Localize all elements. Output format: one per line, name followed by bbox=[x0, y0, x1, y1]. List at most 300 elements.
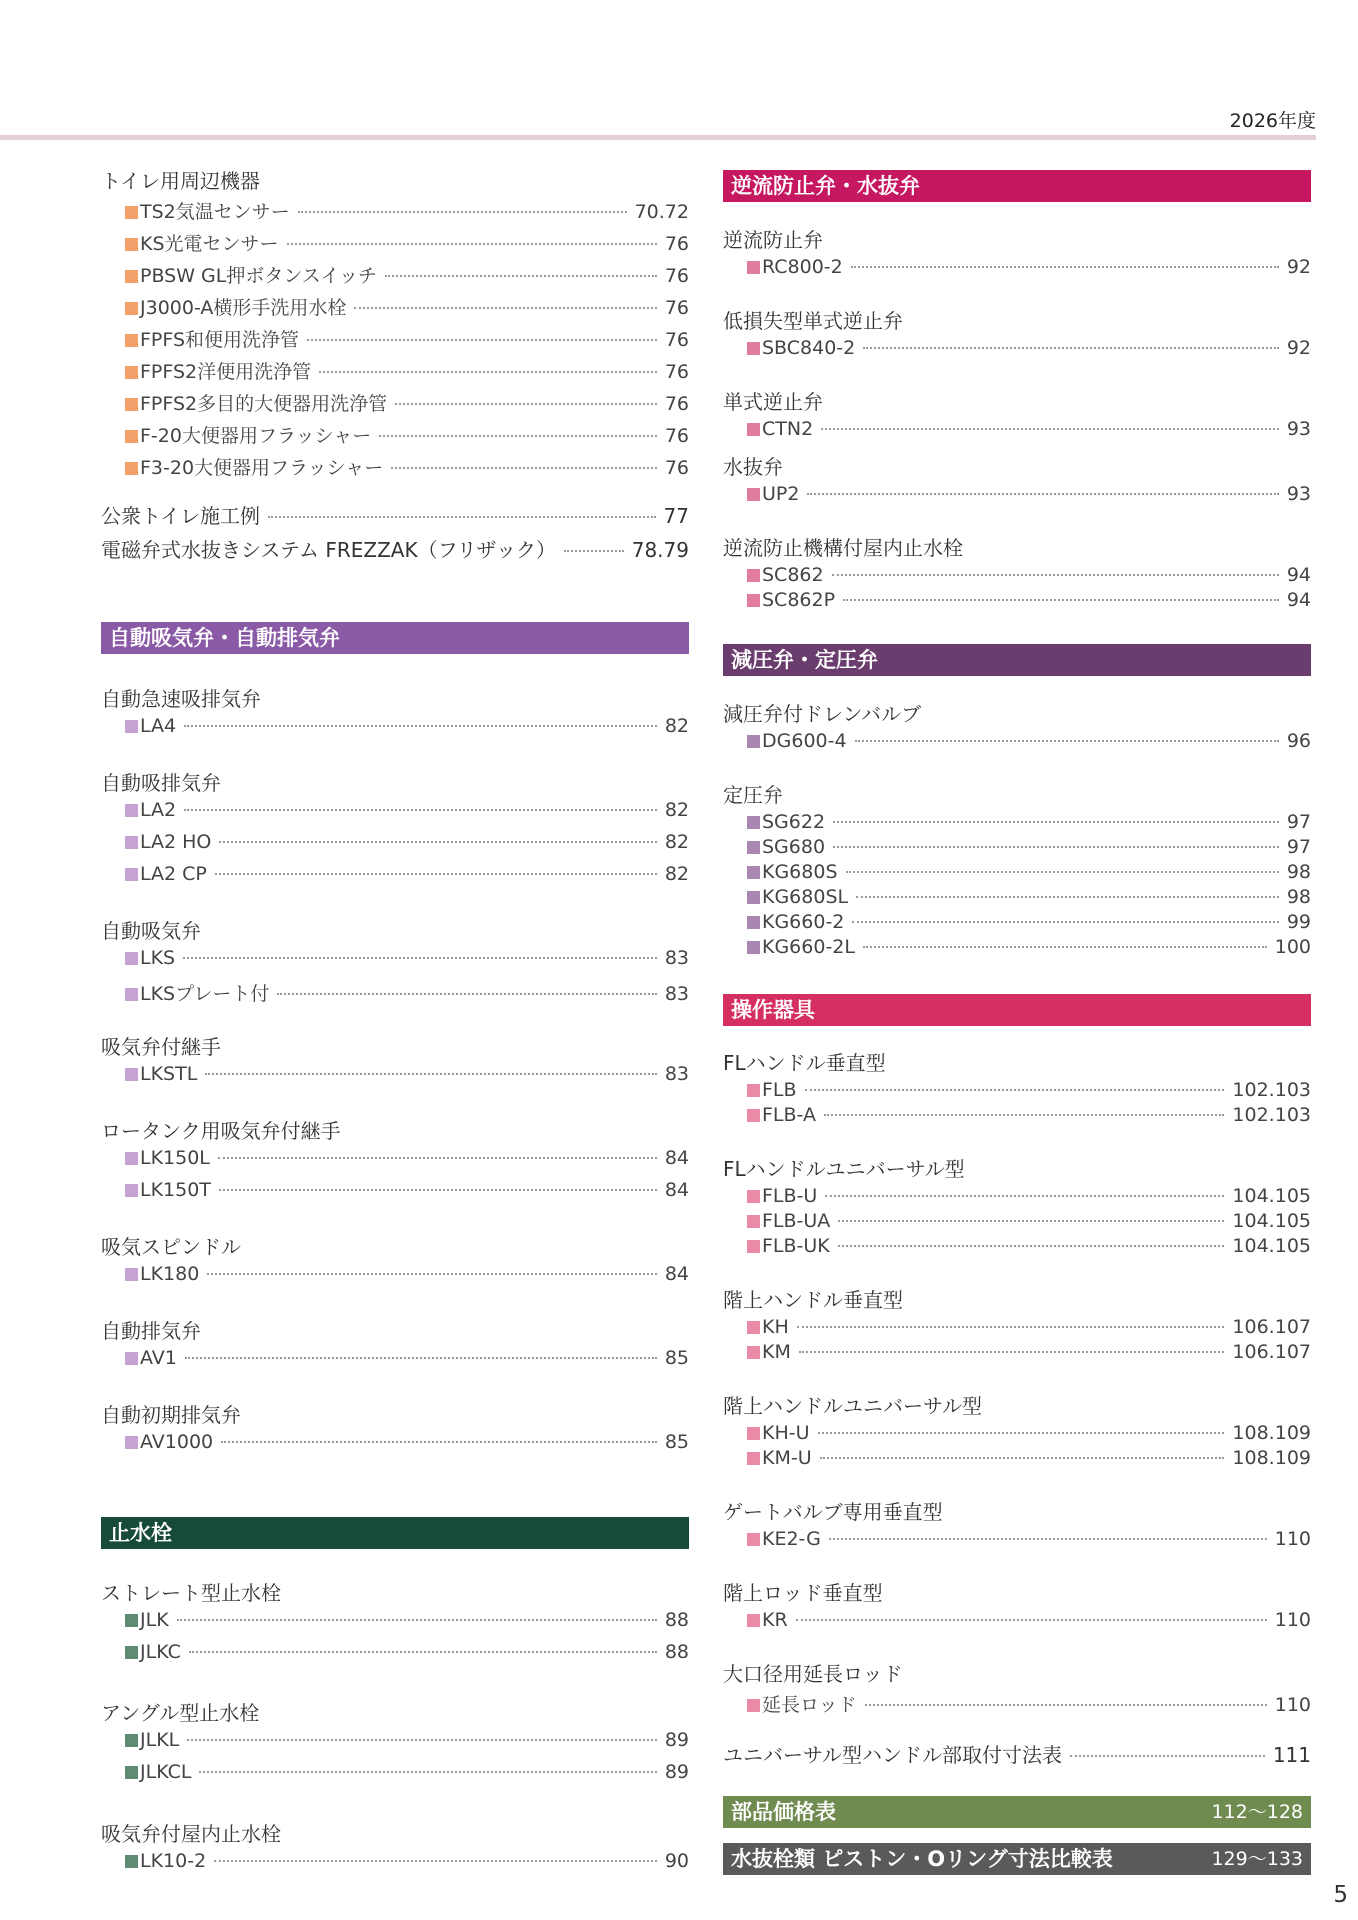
toc-entry[interactable] bbox=[723, 1235, 1311, 1260]
toc-entry-page: 110 bbox=[1274, 1694, 1311, 1716]
toc-entry-label: LKS bbox=[140, 947, 176, 969]
toc-entry-label: SG622 bbox=[762, 811, 826, 833]
toc-entry-page: 102.103 bbox=[1232, 1104, 1311, 1126]
group-title: 自動排気弁 bbox=[101, 1319, 201, 1343]
toc-entry[interactable] bbox=[723, 1739, 1311, 1769]
toc-group bbox=[723, 452, 1311, 508]
dot-leader bbox=[843, 599, 1279, 601]
toc-entry[interactable] bbox=[723, 730, 1311, 755]
toc-entry-page: 76 bbox=[664, 233, 689, 255]
dot-leader bbox=[856, 896, 1279, 898]
toc-entry[interactable] bbox=[101, 1609, 689, 1641]
toc-entry-page: 89 bbox=[664, 1761, 689, 1783]
toc-entry[interactable] bbox=[101, 979, 689, 1011]
dot-leader bbox=[214, 1860, 657, 1862]
toc-entry-label: LKSTL bbox=[140, 1063, 198, 1085]
toc-group bbox=[101, 768, 689, 895]
toc-group bbox=[723, 306, 1311, 362]
bullet-square-icon bbox=[747, 1427, 760, 1440]
group-title: 自動吸気弁 bbox=[101, 919, 201, 943]
bullet-square-icon bbox=[747, 261, 760, 274]
section-header[interactable] bbox=[101, 1517, 689, 1549]
bullet-square-icon bbox=[125, 270, 138, 283]
toc-entry-page: 111 bbox=[1272, 1743, 1311, 1767]
bullet-square-icon bbox=[125, 1646, 138, 1659]
toc-entry-label: KG660-2 bbox=[762, 911, 845, 933]
dot-leader bbox=[838, 1220, 1224, 1222]
dot-leader bbox=[395, 403, 657, 405]
toc-entry-page: 89 bbox=[664, 1729, 689, 1751]
toc-entry-label: KH bbox=[762, 1316, 789, 1338]
bullet-square-icon bbox=[125, 334, 138, 347]
group-title: トイレ用周辺機器 bbox=[101, 169, 260, 193]
toc-entry[interactable] bbox=[101, 1147, 689, 1179]
dot-leader bbox=[821, 428, 1279, 430]
dot-leader bbox=[851, 266, 1279, 268]
section-title: 操作器具 bbox=[731, 998, 815, 1022]
toc-entry-page: 108.109 bbox=[1232, 1447, 1311, 1469]
toc-entry[interactable] bbox=[101, 1431, 689, 1463]
toc-group bbox=[723, 699, 1311, 755]
group-title: 吸気スピンドル bbox=[101, 1235, 241, 1259]
toc-entry-page: 88 bbox=[664, 1609, 689, 1631]
dot-leader bbox=[215, 873, 657, 875]
toc-entry[interactable] bbox=[101, 715, 689, 747]
toc-group bbox=[101, 684, 689, 747]
group-title: 大口径用延長ロッド bbox=[723, 1662, 903, 1686]
bullet-square-icon bbox=[125, 952, 138, 965]
toc-entry-label: AV1 bbox=[140, 1347, 177, 1369]
toc-entry[interactable] bbox=[723, 911, 1311, 936]
dot-leader bbox=[184, 725, 657, 727]
toc-entry-page: 78.79 bbox=[631, 538, 689, 562]
toc-entry-label: LKSプレート付 bbox=[140, 983, 270, 1005]
toc-entry-label: FLB bbox=[762, 1079, 797, 1101]
toc-entry-label: 電磁弁式水抜きシステム FREZZAK（フリザック） bbox=[101, 538, 556, 562]
group-title: 階上ハンドル垂直型 bbox=[723, 1288, 903, 1312]
group-title: 低損失型単式逆止弁 bbox=[723, 309, 903, 333]
bullet-square-icon bbox=[747, 916, 760, 929]
toc-group bbox=[723, 1391, 1311, 1472]
toc-group bbox=[723, 1285, 1311, 1366]
toc-entry[interactable] bbox=[101, 1263, 689, 1295]
bullet-square-icon bbox=[125, 988, 138, 1001]
toc-entry[interactable] bbox=[101, 389, 689, 421]
toc-entry[interactable] bbox=[723, 936, 1311, 961]
dot-leader bbox=[385, 275, 657, 277]
dot-leader bbox=[205, 1073, 657, 1075]
dot-leader bbox=[1070, 1755, 1265, 1757]
dot-leader bbox=[564, 550, 624, 552]
toc-entry-label: J3000-A横形手洗用水栓 bbox=[140, 297, 347, 319]
toc-entry-page: 106.107 bbox=[1232, 1316, 1311, 1338]
toc-group bbox=[723, 533, 1311, 614]
toc-entry[interactable] bbox=[101, 831, 689, 863]
dot-leader bbox=[852, 921, 1278, 923]
toc-entry-page: 110 bbox=[1274, 1609, 1311, 1631]
dot-leader bbox=[177, 1619, 657, 1621]
toc-entry-page: 104.105 bbox=[1232, 1210, 1311, 1232]
toc-entry-page: 82 bbox=[664, 799, 689, 821]
bullet-square-icon bbox=[747, 1321, 760, 1334]
toc-entry-page: 90 bbox=[664, 1850, 689, 1872]
bullet-square-icon bbox=[747, 1452, 760, 1465]
toc-entry-label: F-20大便器用フラッシャー bbox=[140, 425, 372, 447]
toc-entry[interactable] bbox=[101, 1850, 689, 1882]
bullet-square-icon bbox=[747, 342, 760, 355]
bullet-square-icon bbox=[125, 1152, 138, 1165]
bullet-square-icon bbox=[747, 1215, 760, 1228]
toc-entry[interactable] bbox=[723, 861, 1311, 886]
toc-standalone-entry bbox=[101, 534, 689, 564]
toc-entry-label: LK180 bbox=[140, 1263, 200, 1285]
toc-entry[interactable] bbox=[101, 1347, 689, 1379]
toc-entry[interactable] bbox=[101, 229, 689, 261]
group-title: ストレート型止水栓 bbox=[101, 1581, 281, 1605]
bullet-square-icon bbox=[125, 238, 138, 251]
toc-entry-page: 88 bbox=[664, 1641, 689, 1663]
group-title: 自動急速吸排気弁 bbox=[101, 687, 261, 711]
toc-entry[interactable] bbox=[723, 1690, 1311, 1715]
group-title: 逆流防止弁 bbox=[723, 228, 823, 252]
toc-entry-label: LA2 CP bbox=[140, 863, 207, 885]
group-title: ロータンク用吸気弁付継手 bbox=[101, 1119, 341, 1143]
toc-entry-label: TS2気温センサー bbox=[140, 201, 290, 223]
toc-entry[interactable] bbox=[723, 811, 1311, 836]
group-title: 階上ロッド垂直型 bbox=[723, 1581, 883, 1605]
toc-entry[interactable] bbox=[101, 799, 689, 831]
bullet-square-icon bbox=[125, 1614, 138, 1627]
toc-entry[interactable] bbox=[101, 1641, 689, 1673]
toc-entry-label: LK10-2 bbox=[140, 1850, 207, 1872]
toc-entry-label: KM bbox=[762, 1341, 791, 1363]
toc-entry[interactable] bbox=[723, 1528, 1311, 1553]
toc-entry-label: KM-U bbox=[762, 1447, 812, 1469]
dot-leader bbox=[825, 1195, 1224, 1197]
toc-entry[interactable] bbox=[101, 534, 689, 564]
toc-entry[interactable] bbox=[101, 500, 689, 530]
section-header[interactable] bbox=[723, 994, 1311, 1026]
toc-entry[interactable] bbox=[101, 1729, 689, 1761]
dot-leader bbox=[221, 1441, 657, 1443]
toc-group bbox=[723, 1497, 1311, 1553]
dot-leader bbox=[805, 1089, 1225, 1091]
toc-entry-page: 85 bbox=[664, 1347, 689, 1369]
bullet-square-icon bbox=[125, 1436, 138, 1449]
bullet-square-icon bbox=[125, 430, 138, 443]
dot-leader bbox=[298, 211, 627, 213]
bullet-square-icon bbox=[125, 462, 138, 475]
group-title: 階上ハンドルユニバーサル型 bbox=[723, 1394, 982, 1418]
toc-entry-page: 108.109 bbox=[1232, 1422, 1311, 1444]
toc-group bbox=[101, 1578, 689, 1673]
bullet-square-icon bbox=[125, 868, 138, 881]
bullet-square-icon bbox=[125, 804, 138, 817]
toc-entry[interactable] bbox=[101, 197, 689, 229]
section-header[interactable] bbox=[723, 170, 1311, 202]
toc-standalone-entry bbox=[723, 1739, 1311, 1769]
toc-entry-page: 76 bbox=[664, 297, 689, 319]
toc-entry-label: DG600-4 bbox=[762, 730, 847, 752]
toc-entry[interactable] bbox=[101, 325, 689, 357]
toc-entry[interactable] bbox=[101, 947, 689, 979]
toc-entry-label: FPFS2洋便用洗浄管 bbox=[140, 361, 312, 383]
toc-entry-label: FPFS和便用洗浄管 bbox=[140, 329, 300, 351]
bullet-square-icon bbox=[125, 366, 138, 379]
toc-entry[interactable] bbox=[101, 1761, 689, 1793]
toc-entry-page: 83 bbox=[664, 947, 689, 969]
toc-entry-page: 110 bbox=[1274, 1528, 1311, 1550]
bullet-square-icon bbox=[125, 206, 138, 219]
dot-leader bbox=[838, 1245, 1225, 1247]
bullet-square-icon bbox=[747, 488, 760, 501]
toc-entry-label: LA2 HO bbox=[140, 831, 212, 853]
dot-leader bbox=[820, 1457, 1225, 1459]
bullet-square-icon bbox=[747, 569, 760, 582]
group-title: 水抜弁 bbox=[723, 455, 783, 479]
toc-entry[interactable] bbox=[101, 293, 689, 325]
toc-entry-label: KG680S bbox=[762, 861, 838, 883]
toc-entry-page: 76 bbox=[664, 457, 689, 479]
group-title: ゲートバルブ専用垂直型 bbox=[723, 1500, 943, 1524]
toc-entry[interactable] bbox=[723, 1447, 1311, 1472]
toc-entry-label: JLK bbox=[140, 1609, 169, 1631]
toc-entry-page: 76 bbox=[664, 393, 689, 415]
dot-leader bbox=[863, 946, 1267, 948]
toc-entry-page: 76 bbox=[664, 425, 689, 447]
bullet-square-icon bbox=[125, 1734, 138, 1747]
dot-leader bbox=[807, 493, 1278, 495]
dot-leader bbox=[796, 1619, 1267, 1621]
toc-entry-page: 93 bbox=[1286, 483, 1311, 505]
toc-entry-label: SC862 bbox=[762, 564, 824, 586]
toc-group bbox=[723, 1659, 1311, 1715]
toc-entry-label: LK150L bbox=[140, 1147, 210, 1169]
bullet-square-icon bbox=[747, 941, 760, 954]
toc-entry[interactable] bbox=[101, 357, 689, 389]
toc-entry[interactable] bbox=[723, 483, 1311, 508]
toc-entry[interactable] bbox=[101, 421, 689, 453]
dot-leader bbox=[799, 1351, 1225, 1353]
toc-entry[interactable] bbox=[101, 863, 689, 895]
section-header[interactable] bbox=[723, 644, 1311, 676]
dot-leader bbox=[199, 1771, 656, 1773]
toc-entry-page: 82 bbox=[664, 863, 689, 885]
section-header[interactable] bbox=[101, 622, 689, 654]
toc-entry-label: KG660-2L bbox=[762, 936, 855, 958]
dot-leader bbox=[832, 574, 1279, 576]
dot-leader bbox=[187, 1739, 657, 1741]
group-title: アングル型止水栓 bbox=[101, 1701, 260, 1725]
toc-entry[interactable] bbox=[101, 453, 689, 485]
toc-entry-page: 82 bbox=[664, 831, 689, 853]
group-title: 吸気弁付継手 bbox=[101, 1035, 221, 1059]
toc-entry-label: JLKCL bbox=[140, 1761, 192, 1783]
group-title: 自動吸排気弁 bbox=[101, 771, 221, 795]
section-page-range: 112〜128 bbox=[1211, 1801, 1303, 1823]
toc-entry-page: 106.107 bbox=[1232, 1341, 1311, 1363]
bullet-square-icon bbox=[747, 1084, 760, 1097]
toc-entry-page: 92 bbox=[1286, 337, 1311, 359]
toc-entry-label: JLKL bbox=[140, 1729, 180, 1751]
toc-entry[interactable] bbox=[723, 337, 1311, 362]
toc-entry[interactable] bbox=[723, 836, 1311, 861]
toc-entry-label: KE2-G bbox=[762, 1528, 821, 1550]
dot-leader bbox=[391, 467, 657, 469]
toc-entry-page: 93 bbox=[1286, 418, 1311, 440]
dot-leader bbox=[379, 435, 657, 437]
dot-leader bbox=[829, 1538, 1267, 1540]
toc-entry-page: 77 bbox=[663, 504, 689, 528]
toc-entry[interactable] bbox=[101, 1063, 689, 1095]
toc-entry[interactable] bbox=[723, 1316, 1311, 1341]
toc-entry-page: 70.72 bbox=[634, 201, 689, 223]
toc-group bbox=[101, 1698, 689, 1793]
toc-entry[interactable] bbox=[723, 886, 1311, 911]
bullet-square-icon bbox=[125, 1268, 138, 1281]
toc-entry-label: KG680SL bbox=[762, 886, 849, 908]
toc-entry-label: LA2 bbox=[140, 799, 177, 821]
toc-entry-label: KH-U bbox=[762, 1422, 810, 1444]
toc-entry-page: 97 bbox=[1286, 811, 1311, 833]
dot-leader bbox=[287, 243, 657, 245]
bullet-square-icon bbox=[125, 836, 138, 849]
section-header[interactable] bbox=[723, 1796, 1311, 1828]
dot-leader bbox=[319, 371, 657, 373]
toc-entry-page: 84 bbox=[664, 1263, 689, 1285]
header-rule bbox=[0, 135, 1316, 140]
bullet-square-icon bbox=[125, 1352, 138, 1365]
toc-entry-page: 98 bbox=[1286, 886, 1311, 908]
dot-leader bbox=[184, 809, 657, 811]
toc-entry-label: SG680 bbox=[762, 836, 826, 858]
dot-leader bbox=[219, 841, 656, 843]
toc-group bbox=[723, 387, 1311, 443]
toc-group bbox=[101, 1400, 689, 1463]
group-title: 吸気弁付屋内止水栓 bbox=[101, 1822, 281, 1846]
section-title: 自動吸気弁・自動排気弁 bbox=[109, 626, 340, 650]
toc-entry[interactable] bbox=[723, 418, 1311, 443]
dot-leader bbox=[307, 339, 657, 341]
toc-entry-page: 104.105 bbox=[1232, 1235, 1311, 1257]
bullet-square-icon bbox=[747, 423, 760, 436]
toc-entry-page: 104.105 bbox=[1232, 1185, 1311, 1207]
bullet-square-icon bbox=[747, 1346, 760, 1359]
toc-entry[interactable] bbox=[723, 1609, 1311, 1634]
toc-entry[interactable] bbox=[723, 589, 1311, 614]
toc-entry-label: KS光電センサー bbox=[140, 233, 279, 255]
toc-entry-label: PBSW GL押ボタンスイッチ bbox=[140, 265, 378, 287]
group-title: FLハンドル垂直型 bbox=[723, 1051, 886, 1075]
toc-group bbox=[101, 1032, 689, 1095]
toc-entry[interactable] bbox=[723, 564, 1311, 589]
toc-entry-label: 公衆トイレ施工例 bbox=[101, 504, 260, 528]
group-title: FLハンドルユニバーサル型 bbox=[723, 1157, 965, 1181]
bullet-square-icon bbox=[125, 1068, 138, 1081]
toc-entry[interactable] bbox=[723, 1185, 1311, 1210]
dot-leader bbox=[268, 516, 656, 518]
section-title: 水抜栓類 ピストン・Oリング寸法比較表 bbox=[731, 1847, 1113, 1871]
toc-entry-label: CTN2 bbox=[762, 418, 814, 440]
bullet-square-icon bbox=[125, 398, 138, 411]
toc-group bbox=[101, 1819, 689, 1882]
toc-entry-page: 99 bbox=[1286, 911, 1311, 933]
page-number: 5 bbox=[1333, 1882, 1348, 1908]
group-title: 逆流防止機構付屋内止水栓 bbox=[723, 536, 963, 560]
section-title: 部品価格表 bbox=[731, 1800, 836, 1824]
toc-entry[interactable] bbox=[723, 1079, 1311, 1104]
toc-entry-label: LA4 bbox=[140, 715, 177, 737]
fiscal-year: 2026年度 bbox=[1229, 110, 1316, 132]
group-title: 減圧弁付ドレンバルブ bbox=[723, 702, 922, 726]
toc-entry-label: FLB-UK bbox=[762, 1235, 830, 1257]
section-header[interactable] bbox=[723, 1843, 1311, 1875]
dot-leader bbox=[189, 1651, 657, 1653]
bullet-square-icon bbox=[747, 816, 760, 829]
bullet-square-icon bbox=[125, 1184, 138, 1197]
toc-standalone-entry bbox=[101, 500, 689, 530]
toc-entry-page: 83 bbox=[664, 983, 689, 1005]
toc-entry-page: 98 bbox=[1286, 861, 1311, 883]
toc-entry-page: 92 bbox=[1286, 256, 1311, 278]
toc-group bbox=[723, 780, 1311, 961]
dot-leader bbox=[846, 871, 1279, 873]
toc-entry-page: 102.103 bbox=[1232, 1079, 1311, 1101]
toc-entry[interactable] bbox=[723, 1341, 1311, 1366]
bullet-square-icon bbox=[747, 1109, 760, 1122]
bullet-square-icon bbox=[125, 720, 138, 733]
toc-group bbox=[101, 166, 689, 485]
toc-group bbox=[723, 225, 1311, 281]
bullet-square-icon bbox=[747, 841, 760, 854]
group-title: 単式逆止弁 bbox=[723, 390, 823, 414]
toc-group bbox=[101, 1316, 689, 1379]
bullet-square-icon bbox=[747, 866, 760, 879]
toc-entry[interactable] bbox=[723, 256, 1311, 281]
toc-entry[interactable] bbox=[723, 1422, 1311, 1447]
toc-entry-label: UP2 bbox=[762, 483, 800, 505]
dot-leader bbox=[818, 1432, 1225, 1434]
section-title: 逆流防止弁・水抜弁 bbox=[731, 174, 920, 198]
toc-entry[interactable] bbox=[723, 1104, 1311, 1129]
toc-entry-label: AV1000 bbox=[140, 1431, 214, 1453]
dot-leader bbox=[354, 307, 656, 309]
dot-leader bbox=[863, 347, 1279, 349]
toc-entry-page: 82 bbox=[664, 715, 689, 737]
dot-leader bbox=[865, 1704, 1267, 1706]
toc-entry-page: 84 bbox=[664, 1147, 689, 1169]
toc-entry-label: LK150T bbox=[140, 1179, 211, 1201]
toc-group bbox=[723, 1578, 1311, 1634]
toc-group bbox=[723, 1048, 1311, 1129]
toc-entry[interactable] bbox=[101, 1179, 689, 1211]
toc-entry-label: SC862P bbox=[762, 589, 836, 611]
toc-entry-label: 延長ロッド bbox=[762, 1694, 857, 1716]
toc-entry[interactable] bbox=[101, 261, 689, 293]
toc-group bbox=[723, 1154, 1311, 1260]
dot-leader bbox=[185, 1357, 657, 1359]
toc-entry-page: 76 bbox=[664, 329, 689, 351]
group-title: 定圧弁 bbox=[723, 783, 783, 807]
bullet-square-icon bbox=[747, 1190, 760, 1203]
bullet-square-icon bbox=[125, 1855, 138, 1868]
dot-leader bbox=[833, 821, 1279, 823]
toc-entry-page: 76 bbox=[664, 361, 689, 383]
toc-entry[interactable] bbox=[723, 1210, 1311, 1235]
dot-leader bbox=[833, 846, 1279, 848]
section-title: 減圧弁・定圧弁 bbox=[731, 648, 878, 672]
toc-entry-page: 96 bbox=[1286, 730, 1311, 752]
